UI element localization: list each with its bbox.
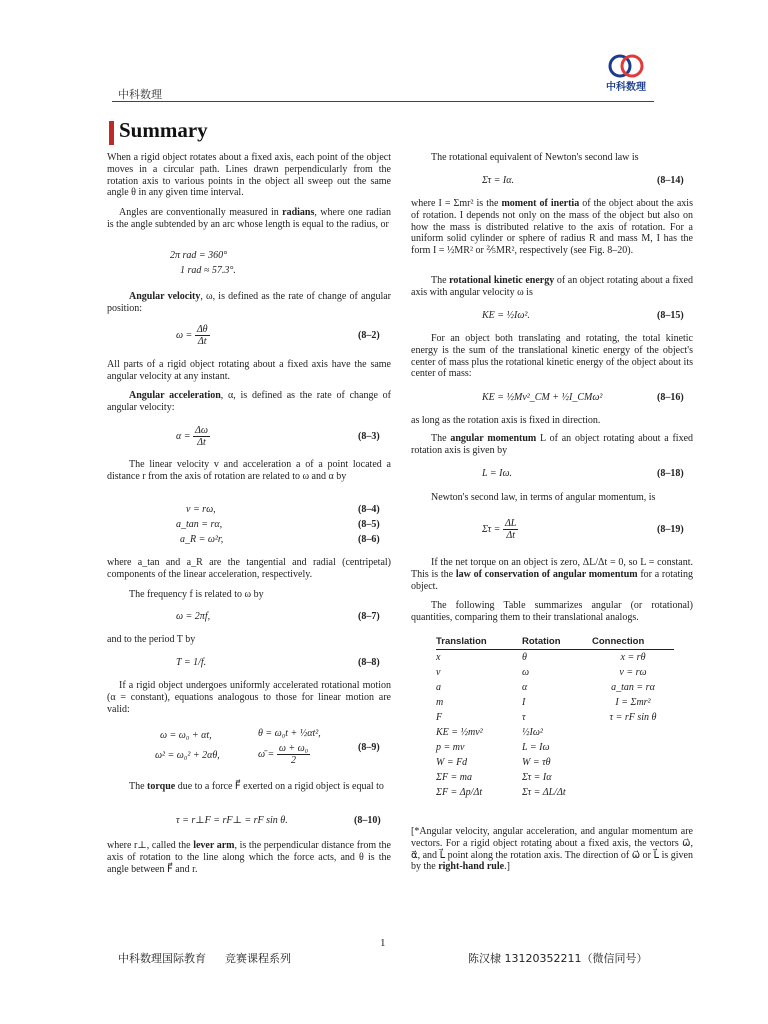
- key-term: radians: [282, 207, 315, 218]
- table-cell: [592, 755, 674, 770]
- title-accent-bar: [109, 121, 114, 145]
- key-term: lever arm: [193, 840, 235, 851]
- text: .]: [504, 861, 510, 873]
- table-cell: [592, 785, 674, 800]
- table-cell: a_tan = rα: [611, 682, 655, 693]
- numerator: Δθ: [196, 324, 208, 335]
- table-cell: L = Iω: [522, 742, 550, 753]
- eq-lhs: α =: [176, 430, 191, 442]
- equation: 1 rad ≈ 57.3°.: [180, 265, 236, 276]
- table-cell: ΣF = Δp/Δt: [436, 787, 483, 798]
- text: where I = Σmr² is the: [411, 198, 502, 209]
- table-cell: a: [436, 682, 441, 693]
- column-header: Translation: [436, 636, 522, 650]
- paragraph: All parts of a rigid object rotating about a fixed axis have the same angular velocity at any instant.: [107, 359, 391, 382]
- paragraph: where a_tan and a_R are the tangential and radial (centripetal) components of the linear acceleration, respectively.: [107, 557, 391, 580]
- table-cell: Στ = ΔL/Δt: [522, 787, 566, 798]
- table-cell: v: [436, 667, 441, 678]
- text: , is the perpendicular distance from the axis of rotation to the line along which the force acts, and θ is the angle between F⃗ and r.: [107, 840, 391, 875]
- table-cell: W = τθ: [522, 757, 551, 768]
- table-cell: W = Fd: [436, 757, 468, 768]
- equation: τ = r⊥F = rF⊥ = rF sin θ.: [176, 815, 288, 826]
- equation: ω = 2πf,: [176, 611, 211, 622]
- equation-number: (8–10): [354, 815, 381, 826]
- equation: θ = ω₀t + ½αt²,: [258, 728, 321, 739]
- paragraph: For an object both translating and rotating, the total kinetic energy is the sum of the translational kinetic energy of the object's center of mass plus the rotational kinetic energy of the object about its center of mass:: [411, 333, 693, 380]
- paragraph: [107, 291, 391, 315]
- equation: a_tan = rα,: [176, 519, 223, 530]
- table-row: [436, 695, 674, 710]
- paragraph: [411, 557, 693, 592]
- equation: ω² = ω₀² + 2αθ,: [155, 750, 220, 761]
- equation: ω = ω₀ + αt,: [160, 730, 212, 741]
- key-term: moment of inertia: [501, 198, 580, 209]
- equation: KE = ½Mv²_CM + ½I_CMω²: [482, 392, 603, 403]
- equation: [482, 518, 518, 541]
- text: L of an object rotating about a fixed rotation axis is given by: [411, 433, 694, 456]
- table-row: [436, 725, 674, 740]
- eq-lhs: Στ =: [482, 523, 501, 535]
- paragraph: The linear velocity v and acceleration a of a point located a distance r from the axis of rotation are related to ω and α by: [107, 459, 391, 482]
- text: The: [129, 781, 148, 792]
- table-header-row: [436, 636, 674, 650]
- paragraph: The rotational equivalent of Newton's second law is: [431, 152, 639, 163]
- equation-number: (8–15): [657, 310, 684, 321]
- table-cell: m: [436, 697, 444, 708]
- table-cell: v = rω: [619, 667, 647, 678]
- equation: L = Iω.: [482, 468, 513, 479]
- denominator: Δt: [506, 530, 515, 541]
- equation: Στ = Iα.: [482, 175, 515, 186]
- key-term: angular momentum: [450, 433, 537, 444]
- paragraph: [411, 198, 693, 257]
- paragraph: [107, 840, 391, 875]
- table-cell: α: [522, 682, 528, 693]
- table-cell: I: [522, 697, 526, 708]
- equation-number: (8–18): [657, 468, 684, 479]
- paragraph: [107, 781, 391, 793]
- paragraph: [411, 433, 693, 457]
- table-row: [436, 770, 674, 785]
- text: The: [431, 275, 450, 286]
- table-cell: x = rθ: [620, 652, 646, 663]
- header-divider: [112, 101, 654, 102]
- table-cell: ½Iω²: [522, 727, 543, 738]
- table-cell: θ: [522, 652, 527, 663]
- table-cell: τ: [522, 712, 526, 723]
- table-row: [436, 710, 674, 725]
- equation-number: (8–5): [358, 519, 380, 530]
- text: [*Angular velocity, angular acceleration, and angular momentum are vectors. For a rigid object rotating about a fixed axis, the vectors ω⃗, α⃗, and L⃗ point along the rotation axis. The direction of ω⃗ or L⃗ is given by the: [411, 826, 693, 873]
- numerator: ΔL: [504, 518, 517, 529]
- page-number: 1: [380, 937, 386, 949]
- text: for a rotating object.: [411, 568, 694, 592]
- equation-number: (8–19): [657, 524, 684, 535]
- column-header: Rotation: [522, 636, 592, 650]
- table-row: [436, 665, 674, 680]
- brand-logo-text: 中科数理: [606, 82, 646, 93]
- paragraph: and to the period T by: [107, 634, 196, 645]
- paragraph: If a rigid object undergoes uniformly accelerated rotational motion (α = constant), equations analogous to those for linear motion are valid:: [107, 680, 391, 715]
- denominator: 2: [290, 755, 296, 766]
- table-row: [436, 785, 674, 800]
- key-term: law of conservation of angular momentum: [455, 568, 638, 580]
- footnote: [411, 826, 693, 873]
- eq-lhs: ω =: [176, 329, 193, 341]
- equation-number: (8–8): [358, 657, 380, 668]
- equation-number: (8–2): [358, 330, 380, 341]
- text: due to a force F⃗ exerted on a rigid object is equal to: [175, 781, 384, 792]
- paragraph: as long as the rotation axis is fixed in direction.: [411, 415, 601, 426]
- denominator: Δt: [197, 437, 206, 448]
- text: , ω, is defined as the rate of change of angular position:: [107, 291, 391, 314]
- table-cell: Στ = Iα: [522, 772, 552, 783]
- key-term: Angular acceleration: [129, 390, 221, 401]
- table-cell: ΣF = ma: [436, 772, 473, 783]
- text: Angles are conventionally measured in: [119, 207, 283, 218]
- eq-lhs: ω̄ =: [258, 748, 275, 760]
- equation: 2π rad = 360°: [170, 250, 228, 261]
- numerator: ω + ω₀: [278, 743, 309, 754]
- paragraph: When a rigid object rotates about a fixed axis, each point of the object moves in a circular path. Lines drawn perpendicularly from the rotation axis to various points in the object all sweep out the same angle θ in any given time interval.: [107, 152, 391, 199]
- key-term: right-hand rule: [438, 861, 505, 873]
- column-header: Connection: [592, 636, 674, 650]
- text: where r⊥, called the: [107, 840, 194, 851]
- footer-middle: 竞赛课程系列: [225, 952, 291, 965]
- equation: a_R = ω²r,: [180, 534, 224, 545]
- key-term: Angular velocity: [129, 291, 201, 302]
- table-cell: x: [436, 652, 441, 663]
- equation: T = 1/f.: [176, 657, 207, 668]
- table-row: [436, 680, 674, 695]
- equation-number: (8–9): [358, 742, 380, 753]
- paragraph: The following Table summarizes angular (or rotational) quantities, comparing them to their translational analogs.: [411, 600, 693, 623]
- equation: [258, 743, 310, 766]
- header-text: 中科数理: [118, 88, 162, 101]
- fraction: [277, 743, 310, 766]
- table-row: [436, 755, 674, 770]
- equation-number: (8–6): [358, 534, 380, 545]
- table-cell: τ = rF sin θ: [609, 712, 657, 723]
- equation-number: (8–3): [358, 431, 380, 442]
- paragraph: [107, 390, 391, 414]
- table-cell: I = Σmr²: [615, 697, 651, 708]
- text: , where one radian is the angle subtended by an arc whose length is equal to the radius, or: [107, 207, 391, 230]
- text: of the object about the axis of rotation. I depends not only on the mass of the object but also on how the mass is distributed relative to the axis of rotation. For a uniform solid cylinder or sphere of radius R and mass M, I has the form I = ½MR² or ⅖MR², respectively (see Fig. 8–20).: [411, 198, 693, 257]
- equation: [176, 324, 210, 347]
- footer-left: 中科数理国际教育: [118, 952, 206, 965]
- text: The: [431, 433, 451, 444]
- page-title: Summary: [119, 118, 208, 142]
- paragraph: The frequency f is related to ω by: [129, 589, 264, 600]
- equation-number: (8–4): [358, 504, 380, 515]
- key-term: torque: [147, 781, 176, 792]
- equation: [176, 425, 210, 448]
- equation-number: (8–16): [657, 392, 684, 403]
- footer-right: 陈汉棣 13120352211（微信同号）: [468, 952, 648, 965]
- text: If the net torque on an object is zero, ΔL/Δt = 0, so L = constant. This is the: [411, 557, 693, 580]
- equation-number: (8–14): [657, 175, 684, 186]
- text: of an object rotating about a fixed axis with angular velocity ω is: [411, 275, 693, 298]
- denominator: Δt: [197, 336, 207, 347]
- table-cell: [592, 740, 674, 755]
- table-cell: F: [436, 712, 443, 723]
- paragraph: [107, 207, 391, 231]
- numerator: Δω: [195, 425, 208, 436]
- equation-number: (8–7): [358, 611, 380, 622]
- comparison-table: [436, 636, 674, 800]
- paragraph: [411, 275, 693, 299]
- text: , α, is defined as the rate of change of angular velocity:: [107, 390, 391, 413]
- paragraph: Newton's second law, in terms of angular momentum, is: [431, 492, 656, 503]
- table-row: [436, 740, 674, 755]
- key-term: rotational kinetic energy: [449, 275, 555, 286]
- equation: KE = ½Iω².: [482, 310, 530, 321]
- fraction: [193, 425, 210, 448]
- table-cell: p = mv: [436, 742, 465, 753]
- table-row: [436, 650, 674, 666]
- fraction: [503, 518, 518, 541]
- table-cell: [592, 770, 674, 785]
- equation: v = rω,: [186, 504, 216, 515]
- table-cell: [592, 725, 674, 740]
- table-cell: ω: [522, 667, 530, 678]
- table-cell: KE = ½mv²: [436, 727, 483, 738]
- fraction: [195, 324, 210, 347]
